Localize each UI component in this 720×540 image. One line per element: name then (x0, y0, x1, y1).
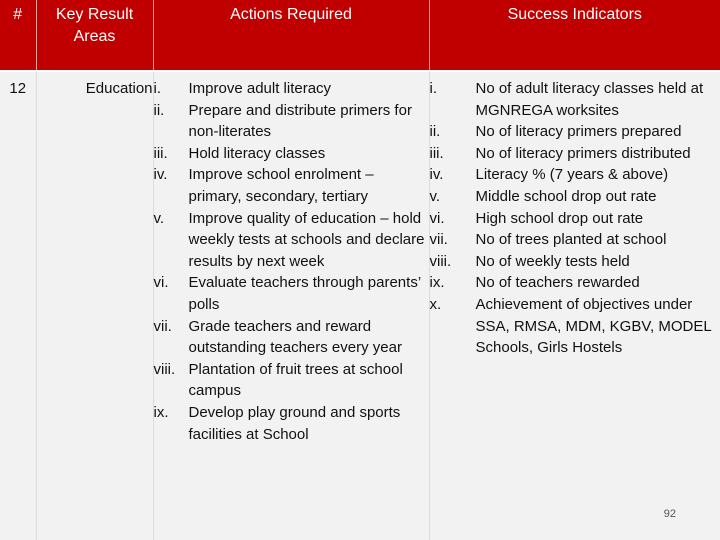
action-item (154, 359, 429, 402)
action-text: Prepare and distribute primers for non-literates (188, 101, 412, 141)
indicator-text: Literacy % (7 years & above) (475, 166, 669, 184)
action-text: Grade teachers and reward outstanding teachers every year (188, 317, 402, 357)
indicators-cell (429, 71, 720, 540)
row-key-result-area: Education (36, 71, 153, 540)
action-text: Improve school enrolment – primary, secondary, tertiary (188, 166, 374, 205)
action-marker: i. (153, 80, 161, 97)
action-item (154, 316, 429, 359)
action-text: Improve quality of education – hold weekly tests at schools and declare results by next week (188, 209, 425, 270)
action-text: Develop play ground and sports facilities at School (188, 403, 401, 443)
action-text: Evaluate teachers through parents’ polls (188, 274, 421, 313)
indicator-text: Achievement of objectives under SSA, RMSA, MDM, KGBV, MODEL Schools, Girls Hostels (475, 295, 712, 357)
indicator-text: No of literacy primers prepared (475, 123, 682, 141)
header-key-result-areas: Key Result Areas (36, 0, 153, 71)
header-success-indicators: Success Indicators (429, 0, 720, 71)
table-row (0, 71, 720, 540)
action-marker: iii. (153, 144, 168, 162)
header-actions-required: Actions Required (153, 0, 429, 71)
indicator-item (430, 143, 720, 165)
action-item (154, 402, 429, 445)
indicator-marker: x. (429, 295, 442, 313)
actions-cell (153, 71, 429, 540)
action-text: Improve adult literacy (188, 80, 332, 97)
action-marker: v. (153, 209, 165, 227)
indicator-text: No of teachers rewarded (475, 274, 640, 292)
indicator-text: No of literacy primers distributed (475, 144, 691, 162)
row-number: 12 (0, 71, 36, 540)
indicator-item (430, 164, 720, 186)
indicator-item (430, 121, 720, 143)
indicator-item (430, 78, 720, 121)
action-marker: iv. (153, 166, 168, 184)
indicator-item (430, 251, 720, 273)
action-marker: ii. (153, 101, 165, 119)
indicator-marker: iv. (429, 166, 444, 184)
action-marker: vi. (153, 274, 169, 292)
indicator-text: Middle school drop out rate (475, 187, 657, 205)
indicator-marker: vii. (429, 231, 448, 249)
indicator-marker: v. (429, 187, 441, 205)
actions-list (154, 78, 429, 445)
action-text: Hold literacy classes (188, 144, 326, 162)
indicator-marker: i. (429, 80, 437, 97)
action-item (154, 272, 429, 315)
indicator-marker: ix. (429, 274, 445, 292)
page-number: 92 (663, 508, 676, 520)
indicator-item (430, 294, 720, 359)
indicator-marker: viii. (429, 252, 452, 270)
action-text: Plantation of fruit trees at school campus (188, 360, 403, 400)
indicator-text: High school drop out rate (475, 209, 644, 227)
indicator-marker: ii. (429, 123, 441, 141)
indicator-text: No of adult literacy classes held at MGNREGA worksites (475, 80, 704, 119)
action-item (154, 208, 429, 273)
indicators-list (430, 78, 720, 359)
header-row (0, 0, 720, 71)
header-number: # (0, 0, 36, 71)
action-marker: vii. (153, 317, 172, 335)
action-marker: viii. (153, 360, 176, 378)
action-marker: ix. (153, 403, 169, 421)
indicator-marker: vi. (429, 209, 445, 227)
action-item (154, 78, 429, 100)
indicator-item (430, 229, 720, 251)
indicator-marker: iii. (429, 144, 444, 162)
indicator-item (430, 186, 720, 208)
indicator-item (430, 272, 720, 294)
indicator-text: No of trees planted at school (475, 231, 667, 249)
indicator-item (430, 208, 720, 230)
action-item (154, 164, 429, 207)
action-item (154, 143, 429, 165)
action-item (154, 100, 429, 143)
indicator-text: No of weekly tests held (475, 252, 630, 270)
